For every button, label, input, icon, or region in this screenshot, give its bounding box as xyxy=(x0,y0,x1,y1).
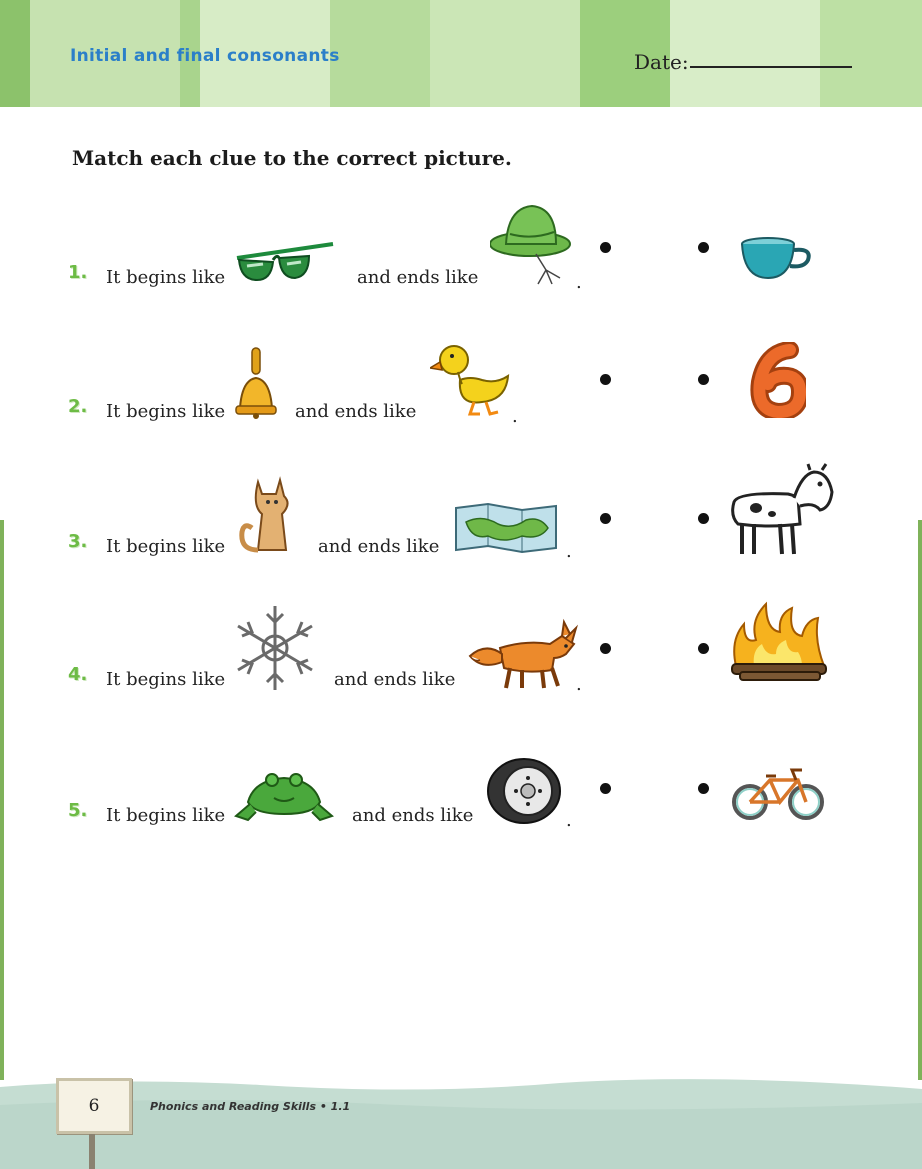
tire-icon xyxy=(486,758,564,824)
sentence-period: . xyxy=(566,810,572,831)
header-stripe xyxy=(670,0,820,107)
clue-number: 1. xyxy=(68,262,88,283)
ends-like-text: and ends like xyxy=(318,536,440,557)
ends-like-text: and ends like xyxy=(352,805,474,826)
instruction-text: Match each clue to the correct picture. xyxy=(72,146,512,170)
match-dot-left[interactable] xyxy=(600,783,611,794)
right-grass-edge xyxy=(918,520,922,1080)
match-dot-left[interactable] xyxy=(600,374,611,385)
header-stripe xyxy=(820,0,922,107)
sunglasses-icon xyxy=(233,238,339,286)
begins-like-text: It begins like xyxy=(106,536,226,557)
goat-icon xyxy=(728,462,836,558)
fire-icon xyxy=(726,600,830,686)
fox-icon xyxy=(466,618,578,690)
begins-like-text: It begins like xyxy=(106,267,226,288)
match-dot-right[interactable] xyxy=(698,242,709,253)
duck-icon xyxy=(430,340,512,418)
sentence-period: . xyxy=(576,272,582,293)
match-dot-left[interactable] xyxy=(600,242,611,253)
begins-like-text: It begins like xyxy=(106,669,226,690)
ends-like-text: and ends like xyxy=(357,267,479,288)
hat-icon xyxy=(490,200,576,288)
cup-icon xyxy=(738,234,814,284)
clue-number: 5. xyxy=(68,800,88,821)
book-title: Phonics and Reading Skills • 1.1 xyxy=(150,1100,351,1113)
begins-like-text: It begins like xyxy=(106,401,226,422)
cat-icon xyxy=(236,474,298,556)
clue-number: 3. xyxy=(68,531,88,552)
snowflake-icon xyxy=(234,604,316,692)
match-dot-right[interactable] xyxy=(698,643,709,654)
date-label: Date: xyxy=(634,50,689,74)
sentence-period: . xyxy=(566,541,572,562)
sentence-period: . xyxy=(576,674,582,695)
sentence-period: . xyxy=(512,406,518,427)
bike-icon xyxy=(730,766,826,822)
match-dot-right[interactable] xyxy=(698,783,709,794)
frog-icon xyxy=(234,768,334,824)
footer-water-band xyxy=(0,1075,922,1169)
map-icon xyxy=(452,500,560,556)
match-dot-right[interactable] xyxy=(698,374,709,385)
six-icon xyxy=(750,342,806,418)
page-number: 6 xyxy=(88,1096,100,1116)
header-stripe xyxy=(430,0,580,107)
clue-number: 2. xyxy=(68,396,88,417)
bell-icon xyxy=(234,346,278,420)
match-dot-left[interactable] xyxy=(600,513,611,524)
sign-post xyxy=(89,1134,95,1169)
ends-like-text: and ends like xyxy=(334,669,456,690)
match-dot-left[interactable] xyxy=(600,643,611,654)
header-stripe xyxy=(0,0,30,107)
left-grass-edge xyxy=(0,520,4,1080)
date-write-line xyxy=(690,66,852,68)
begins-like-text: It begins like xyxy=(106,805,226,826)
match-dot-right[interactable] xyxy=(698,513,709,524)
clue-number: 4. xyxy=(68,664,88,685)
header-stripe xyxy=(330,0,430,107)
ends-like-text: and ends like xyxy=(295,401,417,422)
worksheet-title: Initial and final consonants xyxy=(70,46,340,66)
